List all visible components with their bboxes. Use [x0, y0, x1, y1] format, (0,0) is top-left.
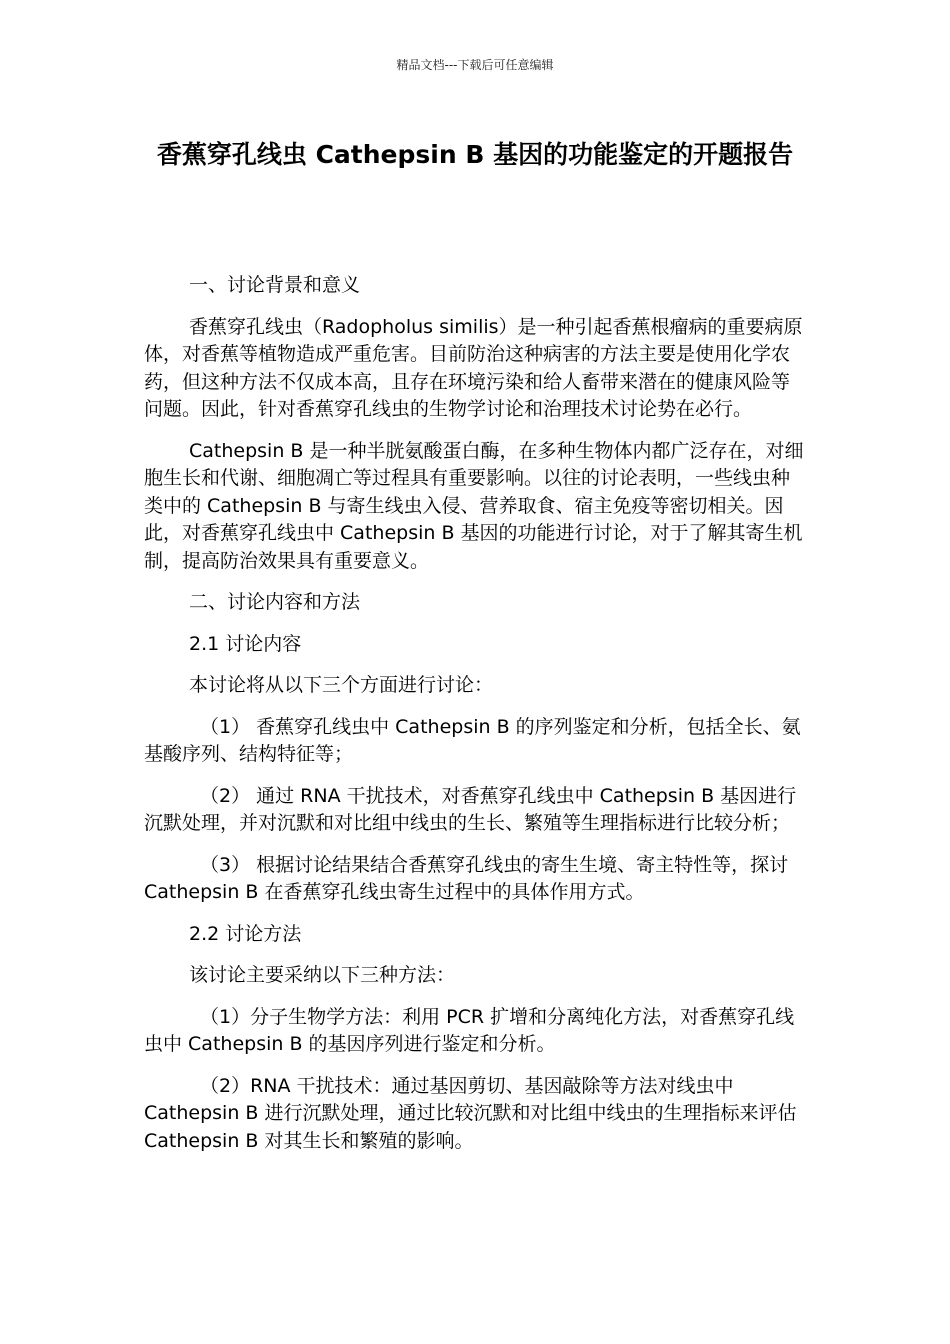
section-2-2-intro: 该讨论主要采纳以下三种方法：: [189, 964, 456, 986]
section-2-1-item-1: （1） 香蕉穿孔线虫中 Cathepsin B 的序列鉴定和分析，包括全长、氨基酸序列、结构特征等；: [144, 715, 801, 765]
document-title: 香蕉穿孔线虫 Cathepsin B 基因的功能鉴定的开题报告: [156, 140, 794, 169]
section-2-2-item-1: （1）分子生物学方法：利用 PCR 扩增和分离纯化方法，对香蕉穿孔线虫中 Cathepsin B 的基因序列进行鉴定和分析。: [144, 1005, 795, 1055]
section-2-1-intro: 本讨论将从以下三个方面进行讨论：: [189, 674, 494, 696]
section-2-2-item-2: （2）RNA 干扰技术：通过基因剪切、基因敲除等方法对线虫中 Cathepsin B 进行沉默处理，通过比较沉默和对比组中线虫的生理指标来评估 Cathepsin B 对其生长和繁殖的影响。: [144, 1074, 797, 1152]
section-2-2-heading: 2.2 讨论方法: [189, 922, 302, 945]
page-header: 精品文档---下载后可任意编辑: [396, 58, 554, 72]
document-body: [144, 272, 806, 1169]
section-2-1-heading: 2.1 讨论内容: [189, 632, 302, 655]
section-1-paragraph-2: Cathepsin B 是一种半胱氨酸蛋白酶，在多种生物体内都广泛存在，对细胞生长和代谢、细胞凋亡等过程具有重要影响。以往的讨论表明，一些线虫种类中的 Cathepsin B 与寄生线虫入侵、营养取食、宿主免疫等密切相关。因此，对香蕉穿孔线虫中 Cathepsin B 基因的功能进行讨论，对于了解其寄生机制，提高防治效果具有重要意义。: [144, 439, 804, 572]
section-1-heading: 一、讨论背景和意义: [189, 274, 361, 296]
section-2-heading: 二、讨论内容和方法: [189, 591, 361, 613]
section-1-paragraph-1: 香蕉穿孔线虫（Radopholus similis）是一种引起香蕉根瘤病的重要病原体，对香蕉等植物造成严重危害。目前防治这种病害的方法主要是使用化学农药，但这种方法不仅成本高，且存在环境污染和给人畜带来潜在的健康风险等问题。因此，针对香蕉穿孔线虫的生物学讨论和治理技术讨论势在必行。: [144, 315, 803, 420]
section-2-1-item-2: （2） 通过 RNA 干扰技术，对香蕉穿孔线虫中 Cathepsin B 基因进行沉默处理，并对沉默和对比组中线虫的生长、繁殖等生理指标进行比较分析；: [144, 784, 797, 834]
section-2-1-item-3: （3） 根据讨论结果结合香蕉穿孔线虫的寄生生境、寄主特性等，探讨 Cathepsin B 在香蕉穿孔线虫寄生过程中的具体作用方式。: [144, 853, 789, 903]
